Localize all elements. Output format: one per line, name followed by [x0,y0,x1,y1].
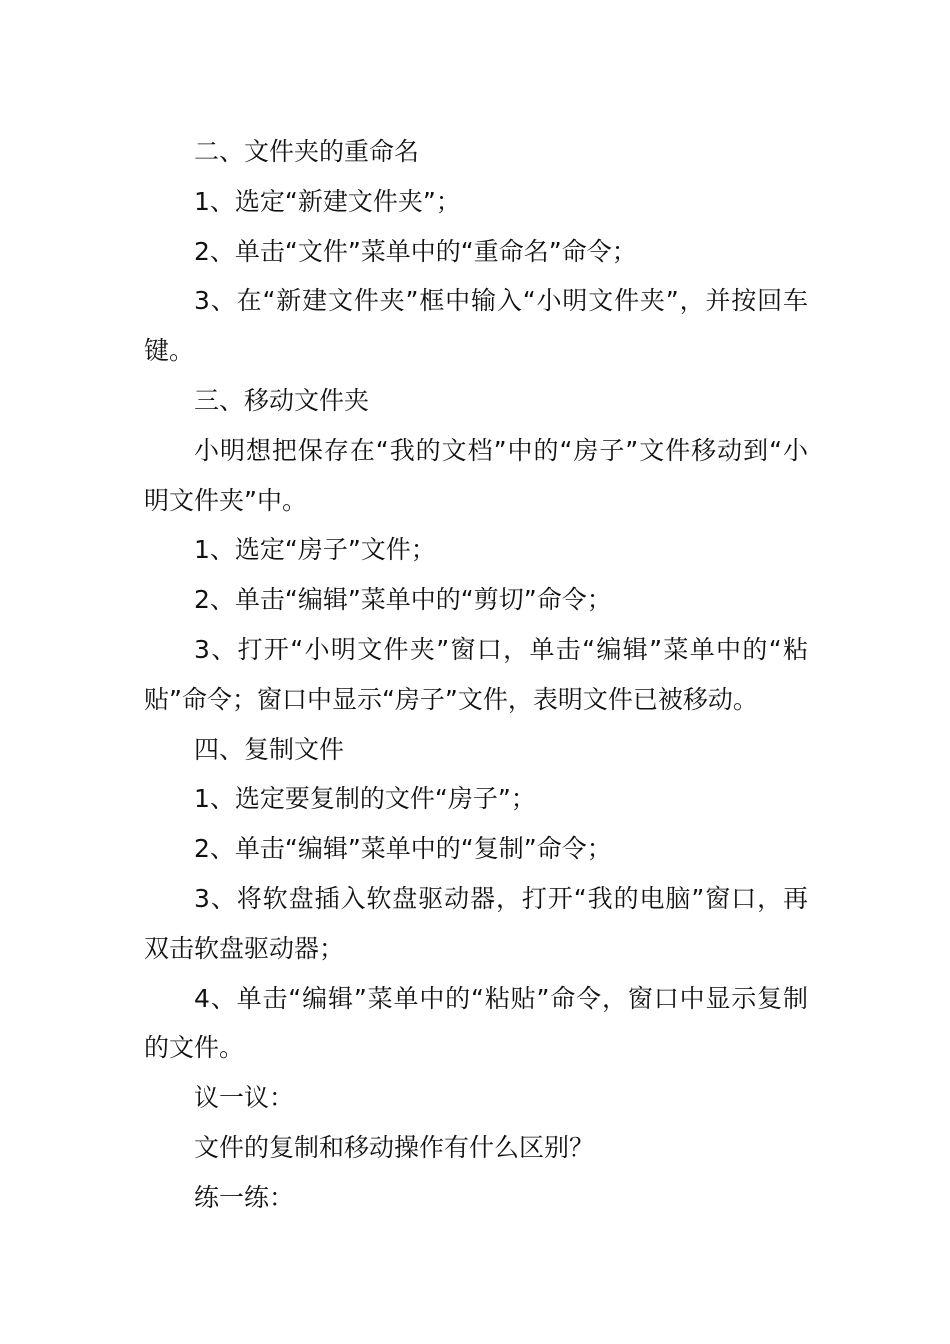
step-click-cut: 2、单击“编辑”菜单中的“剪切”命令； [194,585,612,615]
step-click-copy: 2、单击“编辑”菜单中的“复制”命令； [194,834,612,864]
step-type-name: 3、在“新建文件夹”框中输入“小明文件夹”，并按回车键。 [144,286,808,366]
heading-copy-file: 四、复制文件 [194,734,345,764]
step-paste-copy: 4、单击“编辑”菜单中的“粘贴”命令，窗口中显示复制的文件。 [144,983,808,1063]
document-body [144,127,808,1223]
practice-label: 练一练： [194,1182,295,1212]
step-paste-move: 3、打开“小明文件夹”窗口，单击“编辑”菜单中的“粘贴”命令；窗口中显示“房子”文件，表明文件已被移动。 [144,634,808,714]
heading-rename-folder: 二、文件夹的重命名 [194,137,420,166]
step-select-house: 1、选定“房子”文件； [194,535,436,565]
step-select-new-folder: 1、选定“新建文件夹”； [194,186,461,216]
discuss-label: 议一议： [194,1083,295,1113]
step-select-copy-file: 1、选定要复制的文件“房子”； [194,784,536,814]
heading-move-folder: 三、移动文件夹 [194,385,370,415]
step-insert-floppy: 3、将软盘插入软盘驱动器，打开“我的电脑”窗口，再双击软盘驱动器； [144,883,808,963]
discuss-question: 文件的复制和移动操作有什么区别？ [194,1132,595,1162]
move-intro: 小明想把保存在“我的文档”中的“房子”文件移动到“小明文件夹”中。 [144,435,808,515]
step-click-rename: 2、单击“文件”菜单中的“重命名”命令； [194,236,637,266]
